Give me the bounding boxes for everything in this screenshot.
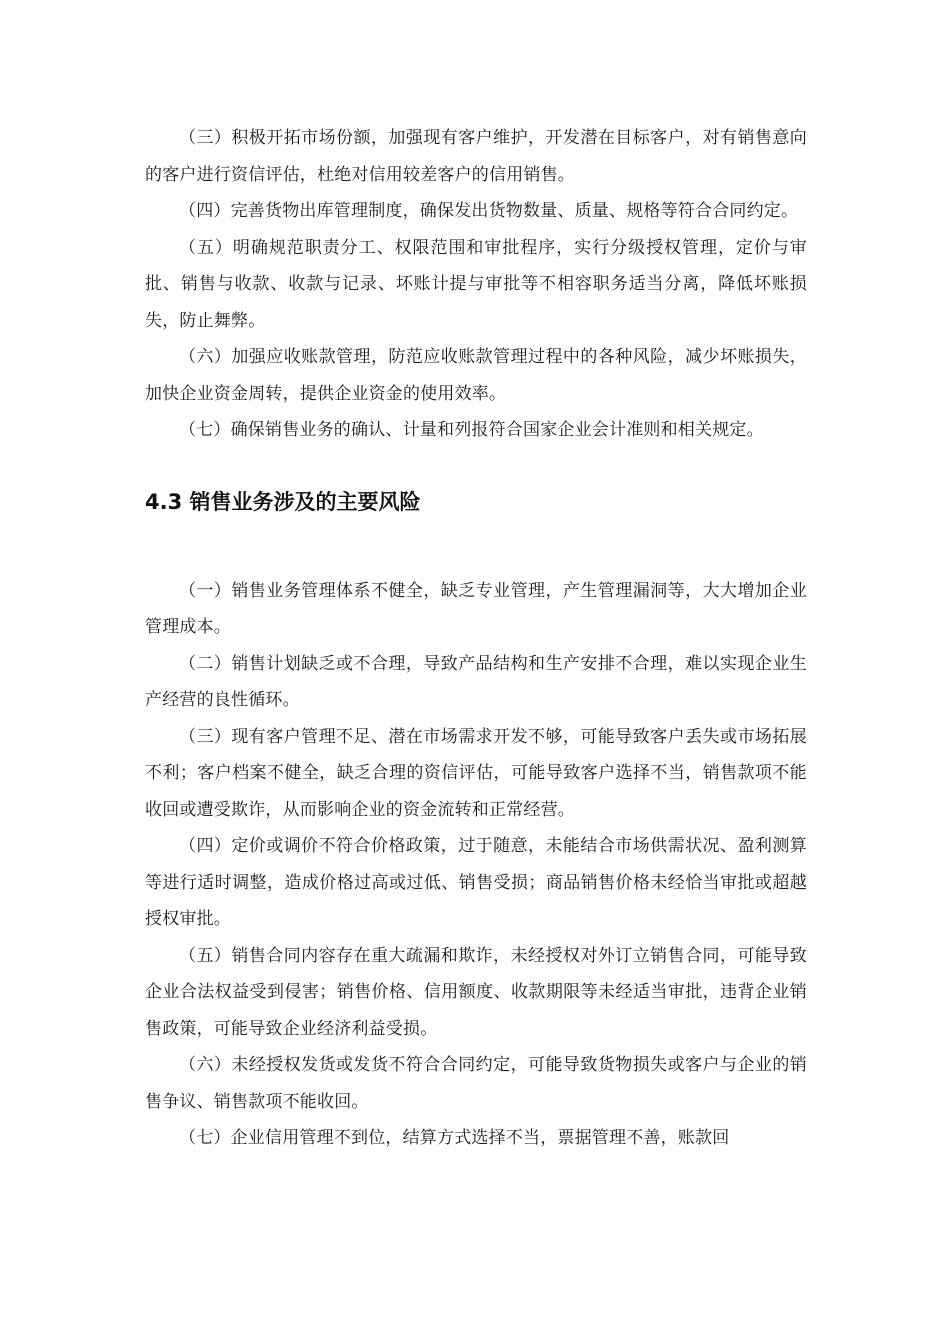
risk-paragraph-4: （四）定价或调价不符合价格政策，过于随意，未能结合市场供需状况、盈利测算等进行适时调整，造成价格过高或过低、销售受损；商品销售价格未经恰当审批或超越授权审批。 [145,836,807,929]
paragraph-3: （三）积极开拓市场份额，加强现有客户维护，开发潜在目标客户，对有销售意向的客户进行资信评估，杜绝对信用较差客户的信用销售。 [145,128,807,185]
paragraph-6: （六）加强应收账款管理，防范应收账款管理过程中的各种风险，减少坏账损失，加快企业资金周转，提供企业资金的使用效率。 [145,347,807,404]
risk-paragraph-1: （一）销售业务管理体系不健全，缺乏专业管理，产生管理漏洞等，大大增加企业管理成本。 [145,580,807,637]
section-heading: 4.3 销售业务涉及的主要风险 [145,489,421,514]
section-spacer [145,517,807,573]
paragraph-7: （七）确保销售业务的确认、计量和列报符合国家企业会计准则和相关规定。 [179,420,764,440]
paragraph-5: （五）明确规范职责分工、权限范围和审批程序，实行分级授权管理，定价与审批、销售与收款、收款与记录、坏账计提与审批等不相容职务适当分离，降低坏账损失，防止舞弊。 [145,237,807,331]
risk-paragraph-6: （六）未经授权发货或发货不符合合同约定，可能导致货物损失或客户与企业的销售争议、销售款项不能收回。 [145,1055,807,1112]
risk-paragraph-7: （七）企业信用管理不到位，结算方式选择不当，票据管理不善，账款回 [179,1128,730,1148]
risk-paragraph-2: （二）销售计划缺乏或不合理，导致产品结构和生产安排不合理，难以实现企业生产经营的良性循环。 [145,653,807,710]
risk-paragraph-3: （三）现有客户管理不足、潜在市场需求开发不够，可能导致客户丢失或市场拓展不利；客户档案不健全，缺乏合理的资信评估，可能导致客户选择不当，销售款项不能收回或遭受欺诈，从而影响企业的资金流转和正常经营。 [145,726,807,820]
document-body [145,120,807,1157]
risk-paragraph-5: （五）销售合同内容存在重大疏漏和欺诈，未经授权对外订立销售合同，可能导致企业合法权益受到侵害；销售价格、信用额度、收款期限等未经适当审批，违背企业销售政策，可能导致企业经济利益受损。 [145,945,807,1039]
paragraph-4: （四）完善货物出库管理制度，确保发出货物数量、质量、规格等符合合同约定。 [179,201,799,221]
